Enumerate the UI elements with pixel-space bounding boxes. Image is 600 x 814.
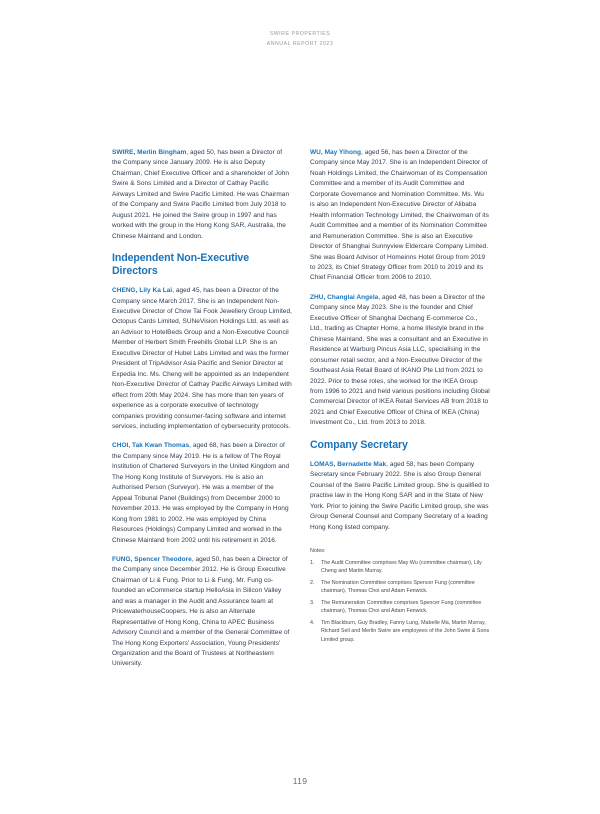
officer-bio-text: , aged 58, has been Company Secretary since February 2022. She is also Group General Counsel of the Swire Pacific Limited group. She is qualified to practise law in the Hong Kong SAR and in the State of New York. Prior to joining the Swire Pacific Limited group, she was Group General Counsel and Company Secretary of a leading Hong Kong listed company. — [310, 460, 490, 531]
director-name: WU, May Yihong — [310, 149, 362, 156]
director-bio-text: , aged 56, has been a Director of the Company since May 2017. She is an Independent Director of Noah Holdings Limited, the Chairwoman of its Compensation Committee and a member of its Audit Committee and Corporate Governance and Nomination Committee. Ms. Wu is also an Independent Non-Executive Director of Alibaba Health Information Technology Limited, the Chairwoman of its Audit Committee and a member of its Nomination Committee and Remuneration Committee. She is also an Executive Director of Shanghai Sunnyview Eldercare Company Limited. She was Board Advisor of Homeinns Hotel Group from 2019 to 2023, its Chief Strategy Officer from 2010 to 2019 and its Chief Financial Officer from 2006 to 2010. — [310, 149, 489, 282]
running-header-line-1: SWIRE PROPERTIES — [269, 31, 331, 37]
bio-paragraph — [112, 148, 292, 242]
bio-paragraph — [112, 286, 292, 432]
director-name: CHOI, Tak Kwan Thomas — [112, 442, 190, 450]
left-column — [112, 148, 292, 760]
page-number: 119 — [292, 776, 308, 786]
notes-title: Notes: — [310, 547, 326, 554]
director-bio-text: , aged 50, has been a Director of the Company since January 2009. He is also Deputy Chairman, Chief Executive Officer and a shareholder of John Swire & Sons Limited and a Director of Cathay Pacific Airways Limited and Swire Pacific Limited. He was Chairman of the Company and Swire Pacific Limited from July 2018 to August 2021. He joined the Swire group in 1997 and has worked with the group in the Hong Kong SAR, Australia, the Chinese Mainland and London. — [112, 149, 290, 240]
note-item: The Audit Committee comprises May Wu (committee chairman), Lily Cheng and Martin Murray. — [321, 560, 482, 575]
page-body — [112, 148, 490, 760]
director-bio-text: , aged 45, has been a Director of the Company since March 2017. She is an Independent Non-Executive Director of Chow Tai Fook Jewellery Group Limited, Octopus Cards Limited, SUNeVision Holdings Ltd. as well as an Advisor to HotelBeds Group and a Non-Executive Council Member of Herbert Smith Freehills Global LLP. She is an Executive Director of Hubel Labs Limited and was the former President of TripAdvisor Asia Pacific and Senior Director at Expedia Inc. Ms. Cheng will be appointed as an Independent Non-Executive Director of Cathay Pacific Airways Limited with effect from 20th May 2024. She has more than ten years of experience as a corporate executive of technology companies providing consumer-facing software and internet services, including implementation of cybersecurity protocols. — [112, 287, 292, 430]
director-name: ZHU, Changlai Angela — [310, 293, 379, 301]
bio-paragraph — [310, 293, 490, 429]
bio-paragraph — [112, 555, 292, 670]
officer-name: LOMAS, Bernadette Mak — [310, 460, 387, 468]
director-bio-text: , aged 50, has been a Director of the Company since December 2012. He is Group Executive Chairman of Li & Fung. Prior to Li & Fung, Mr. Fung co-founded an eCommerce startup HelloAsia in Silicon Valley and was a manager in the Audit and Assurance team at PricewaterhouseCoopers. He is also an Alternate Representative of Hong Kong, China to APEC Business Advisory Council and a member of the General Committee of The Hong Kong Exporters' Association, Young Presidents' Organization and the Board of Trustees at Northeastern University. — [112, 555, 290, 668]
section-heading-independent-non-executive-directors: Independent Non-Executive Directors — [112, 252, 250, 278]
bio-paragraph — [310, 460, 490, 533]
director-name: FUNG, Spencer Theodore — [112, 555, 192, 563]
notes-list — [310, 559, 490, 644]
note-item: Tim Blackburn, Guy Bradley, Fanny Lung, Mabelle Ma, Martin Murray, Richard Sell and Merlin Swire are employees of the John Swire & Sons Limited group. — [321, 620, 490, 643]
bio-paragraph — [310, 148, 490, 284]
running-header-line-2: ANNUAL REPORT 2023 — [266, 40, 334, 47]
bio-paragraph — [112, 441, 292, 546]
director-name: SWIRE, Merlin Bingham — [112, 149, 187, 156]
section-heading-company-secretary: Company Secretary — [310, 438, 408, 451]
note-item: The Nomination Committee comprises Spencer Fung (committee chairman), Thomas Choi and Adam Fenwick. — [321, 580, 475, 595]
director-bio-text: , aged 48, has been a Director of the Company since May 2023. She is the founder and Chief Executive Officer of Shanghai Dechang E-commerce Co., Ltd., trading as Chapter Home, a home lifestyle brand in the Chinese Mainland. She was a consultant and an Executive in Residence at Warburg Pincus Asia LLC, specialising in the consumer retail sector, and a Non-Executive Director of the Southeast Asia Retail Board of IKANO Pte Ltd from 2021 to 2022. Prior to these roles, she worked for the IKEA Group from 1996 to 2021 and held various positions including Global Commercial Director of IKEA Retail Services AB from 2018 to 2021 and Chief Executive Officer of China of IKEA (China) Investment Co., Ltd. from 2013 to 2018. — [310, 293, 490, 427]
running-header — [0, 30, 600, 49]
director-name: CHENG, Lily Ka Lai — [112, 287, 173, 295]
note-item: The Remuneration Committee comprises Spencer Fung (committee chairman), Thomas Choi and Adam Fenwick. — [321, 600, 482, 615]
director-bio-text: , aged 68, has been a Director of the Company since May 2019. He is a fellow of The Royal Institution of Chartered Surveyors in the United Kingdom and The Hong Kong Institute of Surveyors. He is also an Authorised Person (Surveyor). He was a member of the Appeal Tribunal Panel (Buildings) from December 2000 to November 2013. He was employed by the Company in Hong Kong from 1981 to 2002. He was employed by China Resources (Holdings) Company Limited and worked in the Chinese Mainland from 2002 until his retirement in 2016. — [112, 442, 290, 544]
notes-block — [310, 547, 490, 644]
right-column — [310, 148, 490, 760]
